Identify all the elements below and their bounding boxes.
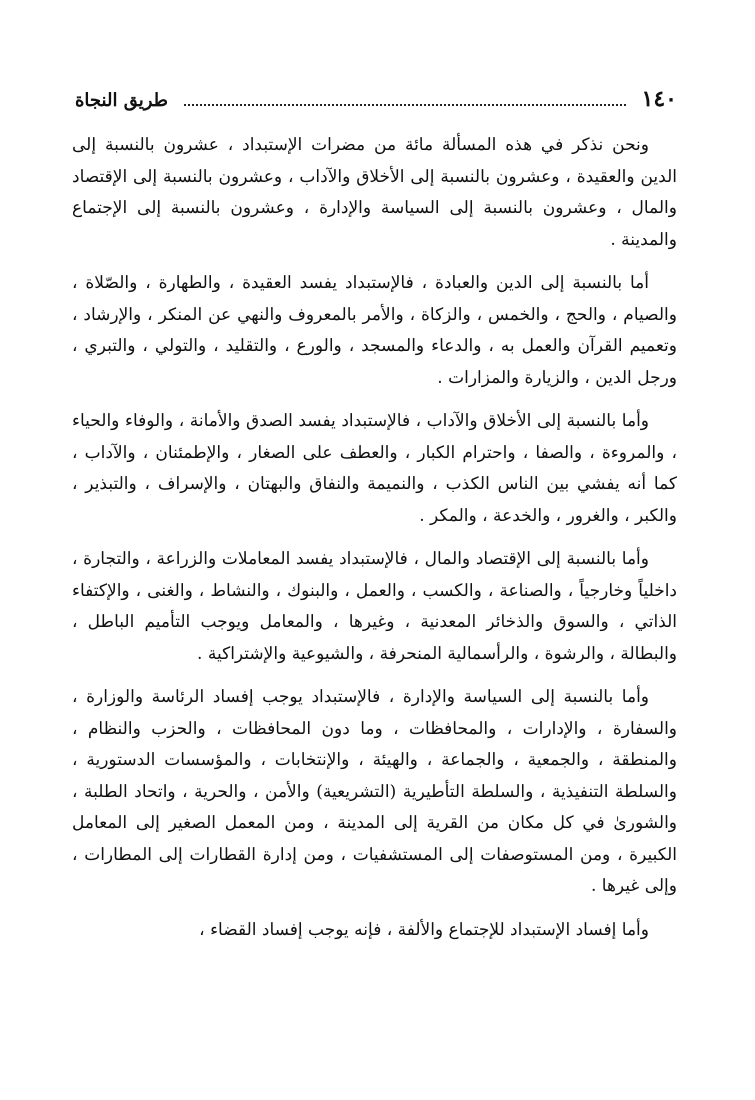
book-title: طريق النجاة [75, 90, 168, 111]
header-dot-leader [184, 92, 626, 106]
paragraph-economy: وأما بالنسبة إلى الإقتصاد والمال ، فالإستبداد يفسد المعاملات والزراعة ، والتجارة ، داخلياً وخارجياً ، والصناعة ، والكسب ، والعمل ، والبنوك ، والنشاط ، والغنى ، والإكتفاء الذاتي ، والسوق والذخائر المعدنية ، وغيرها ، والمعامل ويوجب التأميم الباطل ، والبطالة ، والرشوة ، والرأسمالية المنحرفة ، والشيوعية والإشتراكية . [72, 549, 677, 664]
paragraph-religion: أما بالنسبة إلى الدين والعبادة ، فالإستبداد يفسد العقيدة ، والطهارة ، والصّلاة ، والصيام ، والحج ، والخمس ، والزكاة ، والأمر بالمعروف والنهي عن المنكر ، والإرشاد ، وتعميم القرآن والعمل به ، والدعاء والمسجد ، والورع ، والتقليد ، والتولي ، والتبري ، ورجل الدين ، والزيارة والمزارات . [72, 273, 677, 388]
paragraph-intro: ونحن نذكر في هذه المسألة مائة من مضرات الإستبداد ، عشرون بالنسبة إلى الدين والعقيدة ، وعشرون بالنسبة إلى الأخلاق والآداب ، وعشرون بالنسبة إلى الإقتصاد والمال ، وعشرون بالنسبة إلى السياسة والإدارة ، وعشرون بالنسبة إلى الإجتماع والمدينة . [72, 135, 677, 250]
paragraph-society: وأما إفساد الإستبداد للإجتماع والألفة ، فإنه يوجب إفساد القضاء ، [199, 919, 649, 940]
running-header [75, 86, 677, 116]
page-number: ١٤٠ [641, 86, 677, 112]
paragraph-politics: وأما بالنسبة إلى السياسة والإدارة ، فالإستبداد يوجب إفساد الرئاسة والوزارة ، والسفارة ، والإدارات ، والمحافظات ، وما دون المحافظات ، والحزب والنظام ، والمنطقة ، والجمعية ، والجماعة ، والهيئة ، والإنتخابات ، والمؤسسات الدستورية ، والسلطة التنفيذية ، والسلطة التأطيرية (التشريعية) والأمن ، والحرية ، واتحاد الطلبة ، والشورىٰ في كل مكان من القرية إلى المدينة ، ومن المعمل الصغير إلى المعامل الكبيرة ، ومن المستوصفات إلى المستشفيات ، ومن إدارة القطارات إلى المطارات ، وإلى غيرها . [72, 687, 677, 896]
paragraph-ethics: وأما بالنسبة إلى الأخلاق والآداب ، فالإستبداد يفسد الصدق والأمانة ، والوفاء والحياء ، والمروءة ، والصفا ، واحترام الكبار ، والعطف على الصغار ، والإطمئنان ، والآداب ، كما أنه يفشي بين الناس الكذب ، والنميمة والنفاق والبهتان ، والإسراف ، والتبذير ، والكبر ، والغرور ، والخدعة ، والمكر . [72, 411, 677, 526]
body-text [72, 130, 677, 958]
